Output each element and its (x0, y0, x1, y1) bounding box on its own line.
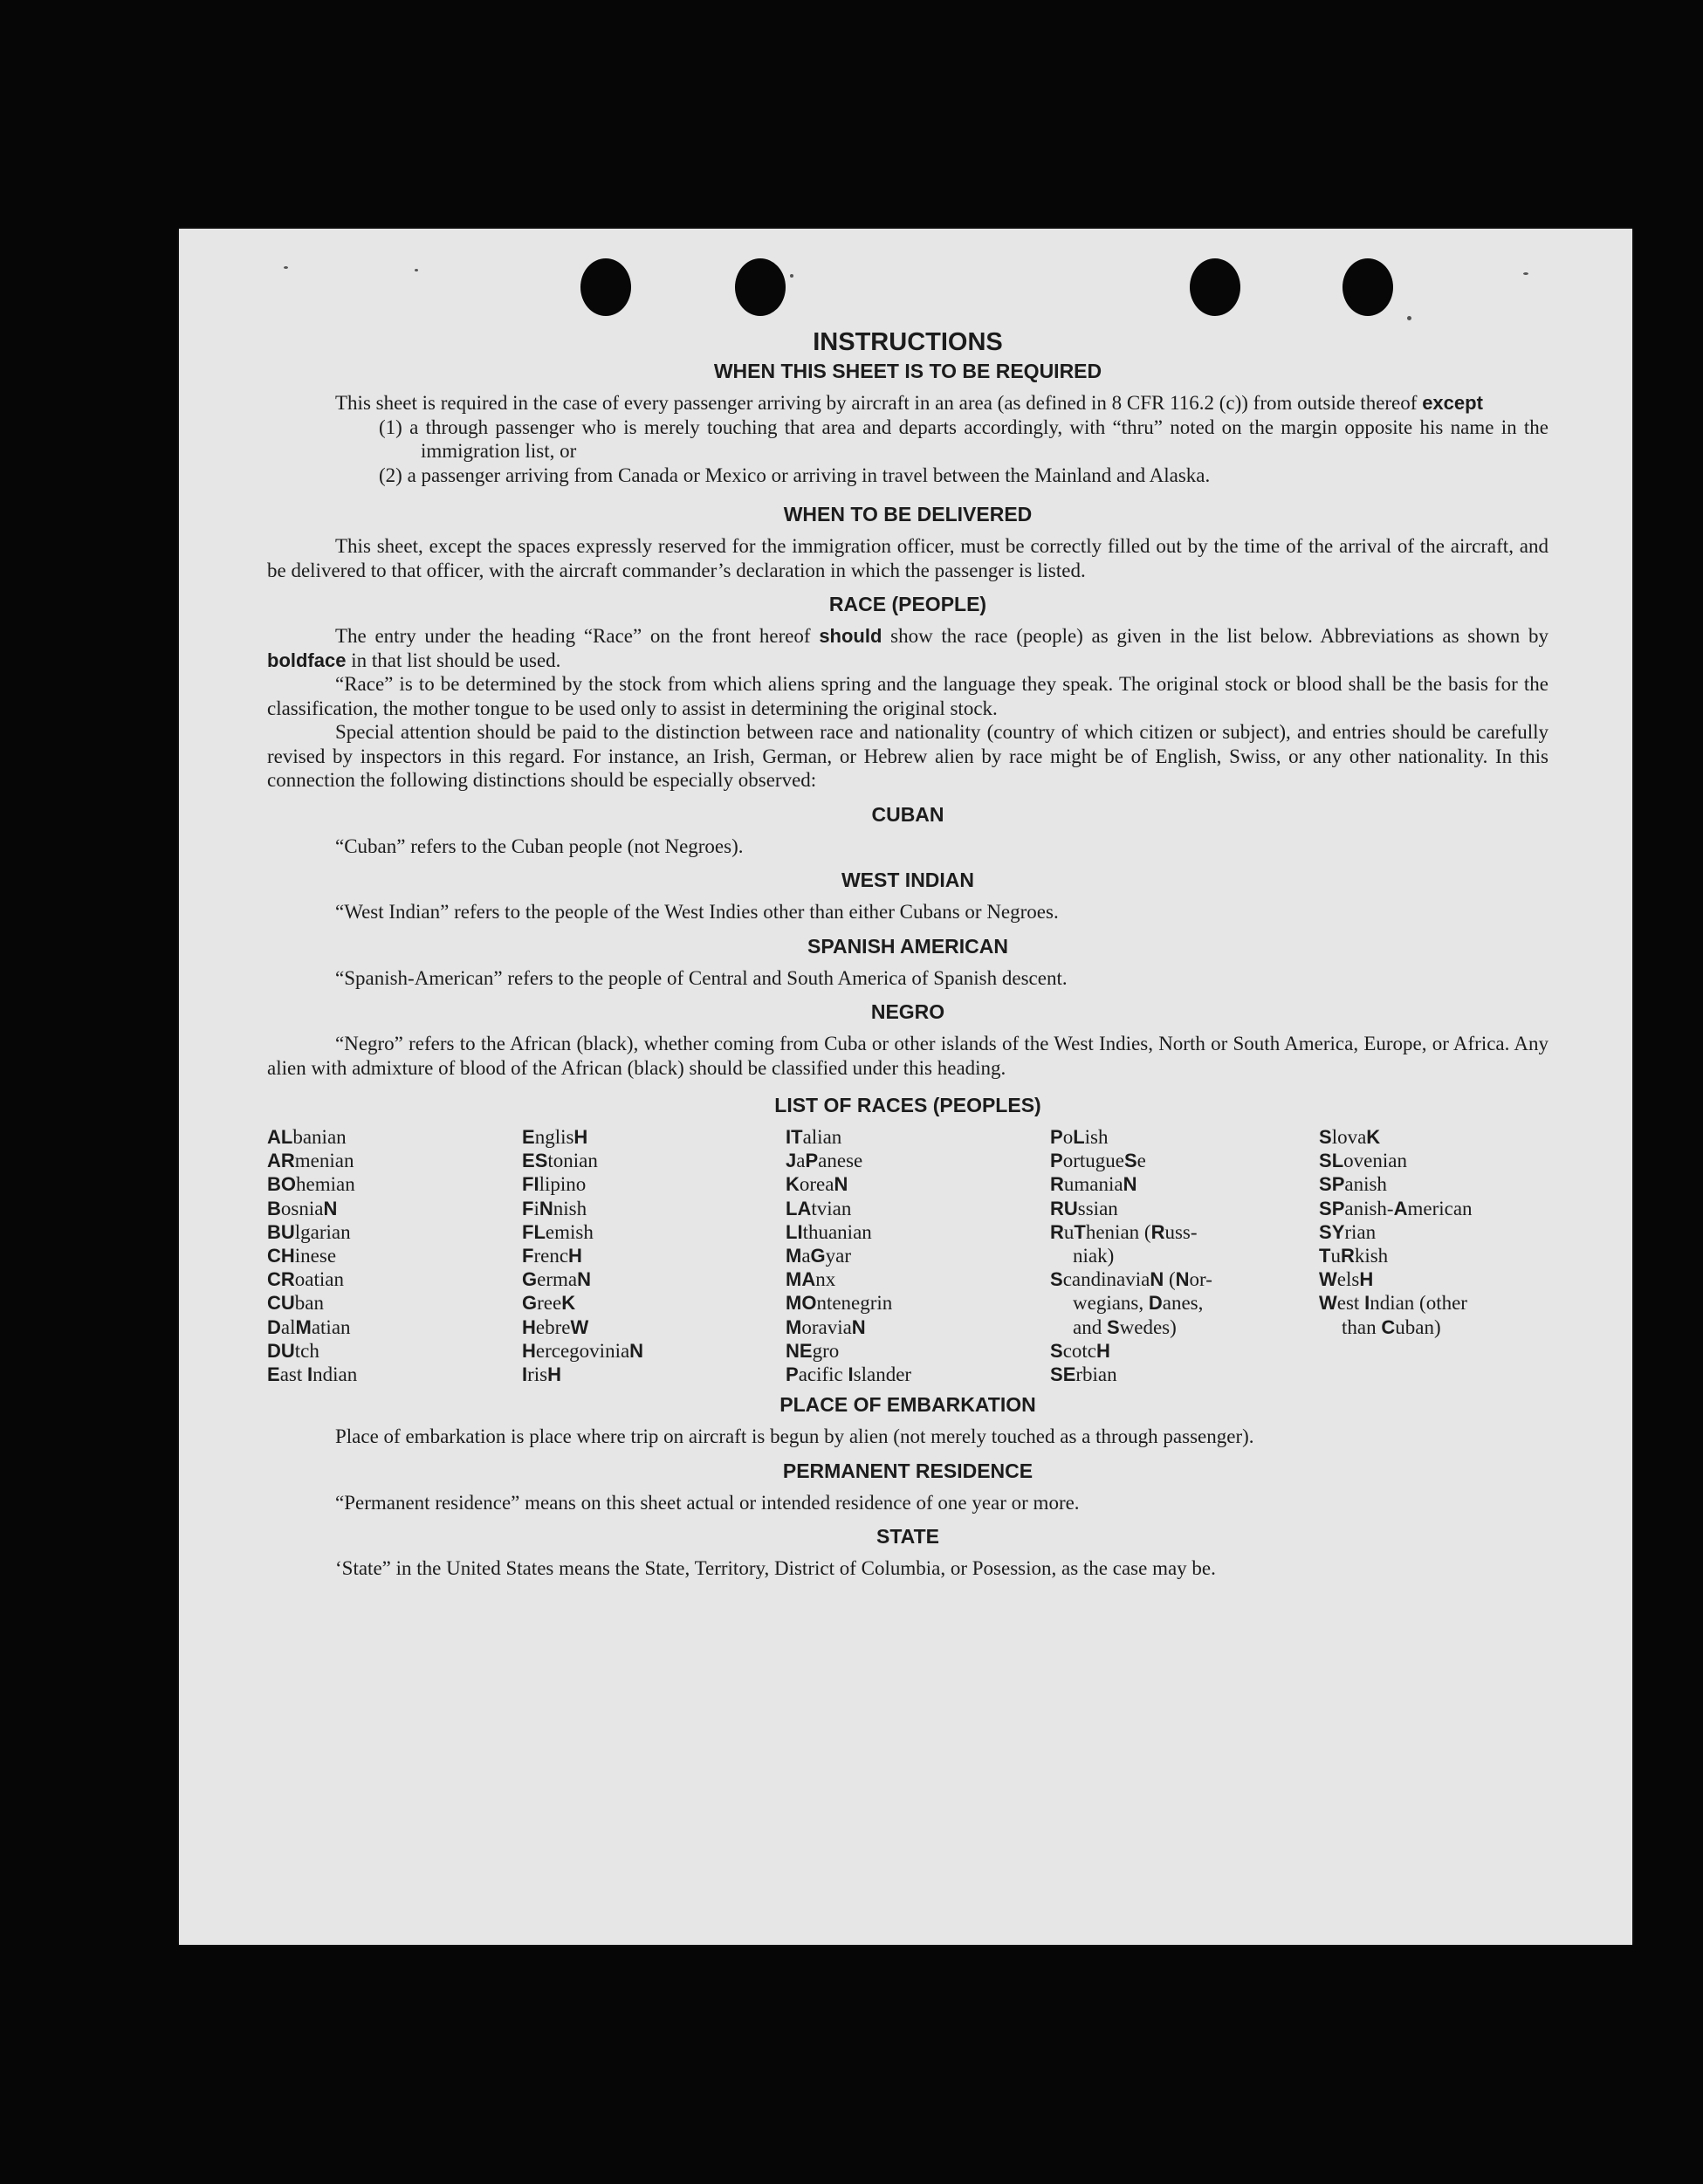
punch-hole-1 (580, 258, 631, 316)
race-entry: Pacific Islander (786, 1363, 912, 1386)
race-list (267, 1125, 1548, 1386)
race-entry: and Swedes) (1073, 1315, 1177, 1338)
ink-speck (1407, 316, 1411, 320)
race-entry: LAtvian (786, 1197, 852, 1219)
race-entry: West Indian (other (1319, 1292, 1467, 1315)
residence-heading: PERMANENT RESIDENCE (782, 1459, 1033, 1482)
race-entry: FrencH (522, 1245, 582, 1267)
race-entry: wegians, Danes, (1073, 1292, 1204, 1315)
race-entry: BosniaN (267, 1197, 338, 1219)
race-entry: LIthuanian (786, 1220, 872, 1243)
when-delivered-heading: WHEN TO BE DELIVERED (783, 503, 1033, 525)
when-required-item-2: (2) a passenger arriving from Canada or Mexico or arriving in travel between the Mainland and Alaska. (379, 464, 1211, 486)
race-entry: ALbanian (267, 1126, 347, 1148)
embarkation-heading: PLACE OF EMBARKATION (779, 1393, 1036, 1417)
race-entry: FiNnish (522, 1197, 587, 1219)
race-entry: CUban (267, 1292, 324, 1315)
race-entry: SLovenian (1319, 1150, 1407, 1172)
document-sheet (179, 229, 1632, 1945)
race-entry: SErbian (1050, 1363, 1117, 1386)
instructions-content (267, 326, 1548, 1581)
race-entry: RuThenian (Russ- (1050, 1220, 1198, 1243)
cuban-text: “Cuban” refers to the Cuban people (not Negroes). (335, 834, 744, 857)
race-entry: SPanish-American (1319, 1197, 1473, 1219)
ink-speck (284, 266, 288, 269)
list-of-races-heading: LIST OF RACES (PEOPLES) (774, 1094, 1041, 1116)
race-entry: WelsH (1319, 1268, 1374, 1291)
embarkation-text: Place of embarkation is place where trip on aircraft is begun by alien (not merely touched as a through passenger). (335, 1425, 1254, 1448)
race-entry: NEgro (786, 1339, 840, 1362)
race-entry: EStonian (522, 1150, 598, 1172)
page-title: INSTRUCTIONS (813, 328, 1003, 356)
when-delivered-text: This sheet, except the spaces expressly reserved for the immigration officer, must be correctly filled out by the time of the arrival of the aircraft, and be delivered to that officer, with the aircraft commander’s declaration in which the passenger is listed. (267, 535, 1548, 581)
race-entry: MOntenegrin (786, 1292, 893, 1315)
when-required-item-1: (1) a through passenger who is merely touching that area and departs accordingly, with “thru” noted on the margin opposite his name in the immigration list, or (379, 416, 1548, 462)
ink-speck (415, 269, 418, 271)
race-entry: FIlipino (522, 1173, 587, 1196)
race-paragraph-1: The entry under the heading “Race” on the front hereof should show the race (people) as given in the list below. Abbreviations as shown by boldface in that list should be used. (267, 625, 1549, 671)
state-heading: STATE (876, 1525, 939, 1549)
race-paragraph-3: Special attention should be paid to the distinction between race and nationality (country of which citizen or subject), and entries should be carefully revised by inspectors in this regard. For instance, an Irish, German, or Hebrew alien by race might be of English, Swiss, or any other nationality. In this connection the following distinctions should be especially observed: (267, 721, 1548, 791)
spanish-american-text: “Spanish-American” refers to the people of Central and South America of Spanish descent. (335, 966, 1068, 989)
race-entry: RumaniaN (1050, 1173, 1137, 1196)
race-entry: SlovaK (1319, 1126, 1381, 1148)
race-entry: HebreW (522, 1315, 589, 1338)
race-entry: ScotcH (1050, 1339, 1110, 1362)
race-paragraph-2: “Race” is to be determined by the stock from which aliens spring and the language they speak. The original stock or blood shall be the basis for the classification, the mother tongue to be used only to assist in determining the original stock. (267, 673, 1548, 719)
race-entry: PortugueSe (1050, 1150, 1146, 1172)
race-entry: DalMatian (267, 1315, 351, 1338)
race-entry: CHinese (267, 1245, 337, 1267)
punch-hole-4 (1342, 258, 1393, 316)
race-entry: niak) (1073, 1245, 1115, 1267)
race-entry: GreeK (522, 1292, 576, 1315)
punch-hole-3 (1190, 258, 1240, 316)
race-entry: EnglisH (522, 1126, 588, 1148)
cuban-heading: CUBAN (871, 802, 944, 826)
race-column-1 (267, 1125, 522, 1386)
west-indian-heading: WEST INDIAN (841, 869, 975, 891)
race-entry: MoraviaN (786, 1315, 866, 1338)
spanish-american-heading: SPANISH AMERICAN (807, 934, 1008, 958)
state-text: ‘State” in the United States means the State, Territory, District of Columbia, or Posession, as the case may be. (335, 1557, 1216, 1580)
race-entry: ARmenian (267, 1150, 354, 1172)
race-entry: KoreaN (786, 1173, 848, 1196)
race-column-3 (786, 1125, 1050, 1386)
race-entry: RUssian (1050, 1197, 1118, 1219)
when-required-heading: WHEN THIS SHEET IS TO BE REQUIRED (713, 360, 1102, 382)
ink-speck (790, 274, 793, 278)
race-entry: IrisH (522, 1363, 562, 1386)
race-column-5 (1319, 1125, 1548, 1386)
negro-heading: NEGRO (870, 1000, 945, 1023)
race-entry: DUtch (267, 1339, 319, 1362)
west-indian-text: “West Indian” refers to the people of the West Indies other than either Cubans or Negroes. (335, 901, 1059, 923)
race-entry: East Indian (267, 1363, 358, 1386)
residence-text: “Permanent residence” means on this sheet actual or intended residence of one year or more. (335, 1491, 1080, 1514)
punch-hole-2 (735, 258, 786, 316)
race-entry: BOhemian (267, 1173, 355, 1196)
when-required-intro: This sheet is required in the case of every passenger arriving by aircraft in an area (as defined in 8 CFR 116.2 (c)) from outside thereof except (335, 392, 1483, 414)
race-entry: MAnx (786, 1268, 836, 1291)
race-entry: MaGyar (786, 1245, 852, 1267)
race-entry: ScandinaviaN (Nor- (1050, 1268, 1212, 1291)
race-entry: HercegoviniaN (522, 1339, 644, 1362)
race-entry: TuRkish (1319, 1245, 1389, 1267)
race-entry: CRoatian (267, 1268, 344, 1291)
race-entry: JaPanese (786, 1150, 863, 1172)
ink-speck (1523, 272, 1528, 275)
race-heading: RACE (PEOPLE) (828, 593, 987, 615)
negro-text: “Negro” refers to the African (black), whether coming from Cuba or other islands of the West Indies, North or South America, Europe, or Africa. Any alien with admixture of blood of the African (black) should be classified under this heading. (267, 1033, 1548, 1079)
race-entry: than Cuban) (1342, 1315, 1441, 1338)
race-entry: SPanish (1319, 1173, 1387, 1196)
race-entry: BUlgarian (267, 1220, 351, 1243)
race-entry: FLemish (522, 1220, 594, 1243)
race-column-4 (1050, 1125, 1319, 1386)
race-entry: GermaN (522, 1268, 591, 1291)
race-entry: ITalian (786, 1126, 842, 1148)
race-entry: SYrian (1319, 1220, 1377, 1243)
race-entry: PoLish (1050, 1126, 1109, 1148)
race-column-2 (522, 1125, 786, 1386)
